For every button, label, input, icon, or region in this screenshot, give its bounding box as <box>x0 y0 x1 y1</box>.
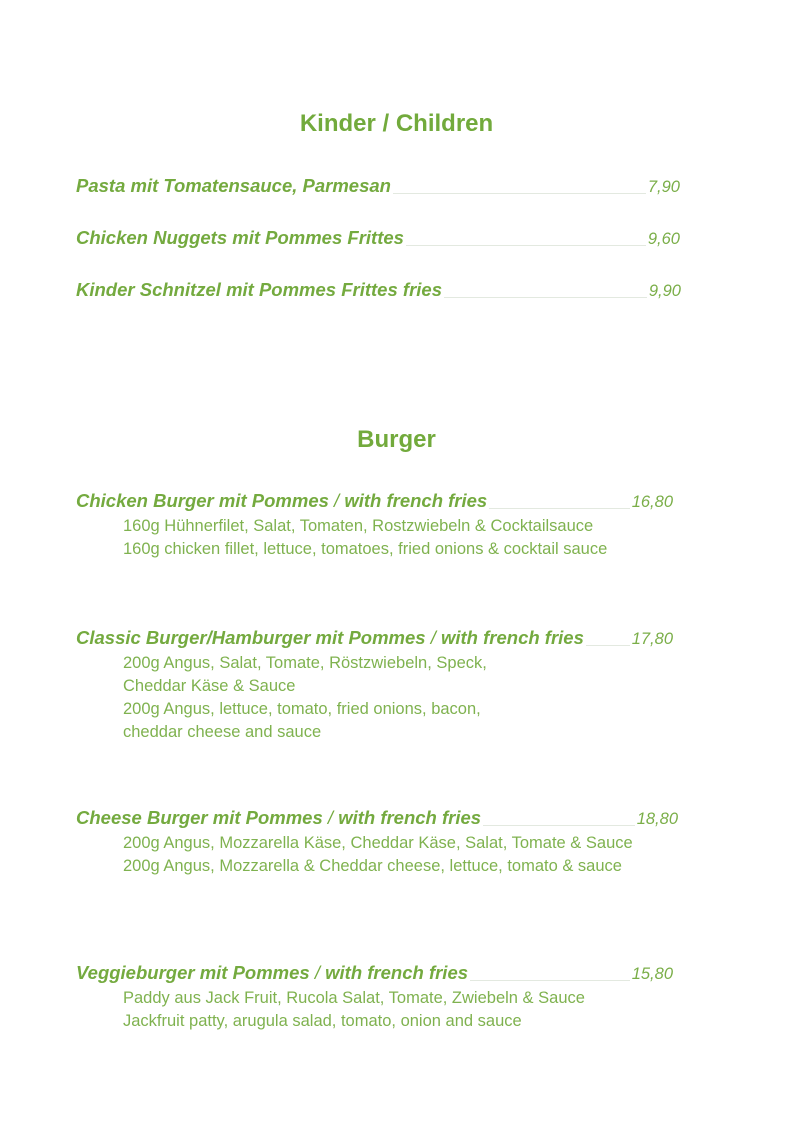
item-price: 9,90 <box>648 282 681 300</box>
menu-item <box>76 627 673 649</box>
leader-line <box>470 980 630 981</box>
leader-line <box>444 297 647 298</box>
item-name: Veggieburger mit Pommes / with french fries <box>76 962 469 983</box>
item-name: Kinder Schnitzel mit Pommes Frittes fries <box>76 279 442 300</box>
item-description <box>123 652 487 744</box>
item-description <box>123 987 585 1033</box>
description-line: Cheddar Käse & Sauce <box>123 677 296 695</box>
item-name: Classic Burger/Hamburger mit Pommes / with french fries <box>76 627 584 648</box>
item-description <box>123 832 633 878</box>
leader-line <box>483 825 635 826</box>
menu-item <box>76 175 680 197</box>
leader-line <box>393 193 646 194</box>
item-price: 17,80 <box>631 630 673 648</box>
description-line: 200g Angus, Mozzarella Käse, Cheddar Käse, Salat, Tomate & Sauce <box>123 834 633 852</box>
item-price: 16,80 <box>631 493 673 511</box>
description-line: cheddar cheese and sauce <box>123 723 322 741</box>
description-line: 160g Hühnerfilet, Salat, Tomaten, Rostzwiebeln & Cocktailsauce <box>123 517 594 535</box>
item-price: 15,80 <box>631 965 673 983</box>
menu-item <box>76 807 678 829</box>
item-price: 18,80 <box>636 810 678 828</box>
menu-item <box>76 227 680 249</box>
description-line: Jackfruit patty, arugula salad, tomato, onion and sauce <box>123 1012 522 1030</box>
leader-line <box>586 645 630 646</box>
description-line: 200g Angus, lettuce, tomato, fried onions, bacon, <box>123 700 481 718</box>
item-name: Cheese Burger mit Pommes / with french fries <box>76 807 482 828</box>
description-line: Paddy aus Jack Fruit, Rucola Salat, Tomate, Zwiebeln & Sauce <box>123 989 585 1007</box>
section-title-burger: Burger <box>357 426 436 453</box>
item-description <box>123 515 607 561</box>
leader-line <box>406 245 646 246</box>
description-line: 160g chicken fillet, lettuce, tomatoes, fried onions & cocktail sauce <box>123 540 608 558</box>
item-name: Chicken Burger mit Pommes / with french fries <box>76 490 488 511</box>
item-name: Chicken Nuggets mit Pommes Frittes <box>76 227 404 248</box>
item-name: Pasta mit Tomatensauce, Parmesan <box>76 175 391 196</box>
menu-item <box>76 490 673 512</box>
item-price: 7,90 <box>647 178 680 196</box>
leader-line <box>489 508 629 509</box>
item-price: 9,60 <box>647 230 680 248</box>
menu-item <box>76 962 673 984</box>
description-line: 200g Angus, Mozzarella & Cheddar cheese, lettuce, tomato & sauce <box>123 857 622 875</box>
section-title-children: Kinder / Children <box>299 110 494 137</box>
menu-item <box>76 279 681 301</box>
description-line: 200g Angus, Salat, Tomate, Röstzwiebeln, Speck, <box>123 654 487 672</box>
